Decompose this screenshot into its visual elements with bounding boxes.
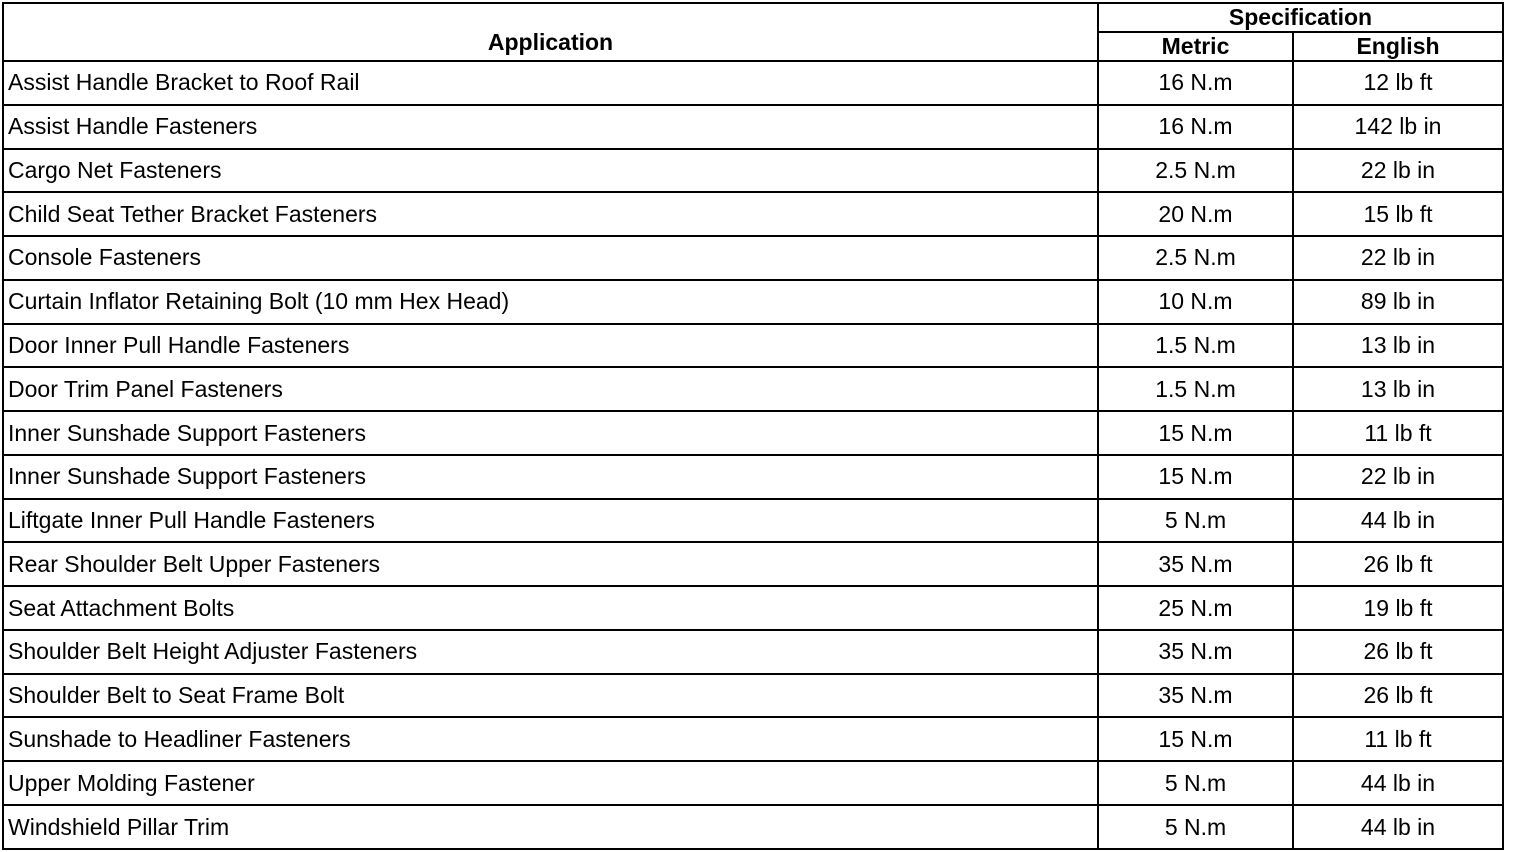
- torque-spec-table: [2, 2, 1504, 850]
- application-cell: Shoulder Belt Height Adjuster Fasteners: [3, 630, 1098, 674]
- table-header: [3, 3, 1503, 61]
- table-row: [3, 192, 1503, 236]
- metric-cell: 5 N.m: [1098, 761, 1293, 805]
- application-cell: Curtain Inflator Retaining Bolt (10 mm Hex Head): [3, 280, 1098, 324]
- application-cell: Console Fasteners: [3, 236, 1098, 280]
- table-row: [3, 280, 1503, 324]
- metric-cell: 20 N.m: [1098, 192, 1293, 236]
- english-cell: 22 lb in: [1293, 149, 1503, 193]
- application-cell: Rear Shoulder Belt Upper Fasteners: [3, 542, 1098, 586]
- english-cell: 142 lb in: [1293, 105, 1503, 149]
- english-cell: 26 lb ft: [1293, 542, 1503, 586]
- table-row: [3, 236, 1503, 280]
- metric-cell: 35 N.m: [1098, 674, 1293, 718]
- english-cell: 22 lb in: [1293, 455, 1503, 499]
- metric-cell: 35 N.m: [1098, 542, 1293, 586]
- table-row: [3, 411, 1503, 455]
- english-cell: 26 lb ft: [1293, 630, 1503, 674]
- metric-cell: 1.5 N.m: [1098, 324, 1293, 368]
- table-body: [3, 61, 1503, 849]
- table-row: [3, 542, 1503, 586]
- table-row: [3, 149, 1503, 193]
- english-cell: 44 lb in: [1293, 499, 1503, 543]
- table-row: [3, 717, 1503, 761]
- english-cell: 44 lb in: [1293, 761, 1503, 805]
- application-header: Application: [3, 3, 1098, 61]
- metric-cell: 16 N.m: [1098, 105, 1293, 149]
- application-cell: Windshield Pillar Trim: [3, 805, 1098, 849]
- metric-cell: 15 N.m: [1098, 411, 1293, 455]
- metric-header: Metric: [1098, 32, 1293, 61]
- table-row: [3, 61, 1503, 105]
- metric-cell: 16 N.m: [1098, 61, 1293, 105]
- application-cell: Child Seat Tether Bracket Fasteners: [3, 192, 1098, 236]
- metric-cell: 5 N.m: [1098, 499, 1293, 543]
- application-cell: Inner Sunshade Support Fasteners: [3, 411, 1098, 455]
- table-row: [3, 761, 1503, 805]
- english-cell: 13 lb in: [1293, 324, 1503, 368]
- application-cell: Door Inner Pull Handle Fasteners: [3, 324, 1098, 368]
- metric-cell: 10 N.m: [1098, 280, 1293, 324]
- english-cell: 19 lb ft: [1293, 586, 1503, 630]
- table-row: [3, 674, 1503, 718]
- english-cell: 11 lb ft: [1293, 717, 1503, 761]
- metric-cell: 25 N.m: [1098, 586, 1293, 630]
- english-cell: 44 lb in: [1293, 805, 1503, 849]
- table-row: [3, 499, 1503, 543]
- table-row: [3, 455, 1503, 499]
- english-cell: 13 lb in: [1293, 367, 1503, 411]
- table-row: [3, 630, 1503, 674]
- application-cell: Cargo Net Fasteners: [3, 149, 1098, 193]
- english-cell: 12 lb ft: [1293, 61, 1503, 105]
- metric-cell: 1.5 N.m: [1098, 367, 1293, 411]
- application-cell: Shoulder Belt to Seat Frame Bolt: [3, 674, 1098, 718]
- application-cell: Liftgate Inner Pull Handle Fasteners: [3, 499, 1098, 543]
- english-cell: 11 lb ft: [1293, 411, 1503, 455]
- english-cell: 89 lb in: [1293, 280, 1503, 324]
- metric-cell: 5 N.m: [1098, 805, 1293, 849]
- english-cell: 26 lb ft: [1293, 674, 1503, 718]
- english-cell: 22 lb in: [1293, 236, 1503, 280]
- table-row: [3, 105, 1503, 149]
- specification-header: Specification: [1098, 3, 1503, 32]
- metric-cell: 2.5 N.m: [1098, 149, 1293, 193]
- metric-cell: 35 N.m: [1098, 630, 1293, 674]
- application-cell: Assist Handle Fasteners: [3, 105, 1098, 149]
- table-row: [3, 805, 1503, 849]
- table-row: [3, 586, 1503, 630]
- table-row: [3, 324, 1503, 368]
- english-cell: 15 lb ft: [1293, 192, 1503, 236]
- application-cell: Upper Molding Fastener: [3, 761, 1098, 805]
- application-cell: Inner Sunshade Support Fasteners: [3, 455, 1098, 499]
- table-row: [3, 367, 1503, 411]
- application-cell: Sunshade to Headliner Fasteners: [3, 717, 1098, 761]
- application-cell: Seat Attachment Bolts: [3, 586, 1098, 630]
- english-header: English: [1293, 32, 1503, 61]
- metric-cell: 2.5 N.m: [1098, 236, 1293, 280]
- application-cell: Door Trim Panel Fasteners: [3, 367, 1098, 411]
- metric-cell: 15 N.m: [1098, 455, 1293, 499]
- header-row-top: [3, 3, 1503, 32]
- metric-cell: 15 N.m: [1098, 717, 1293, 761]
- application-cell: Assist Handle Bracket to Roof Rail: [3, 61, 1098, 105]
